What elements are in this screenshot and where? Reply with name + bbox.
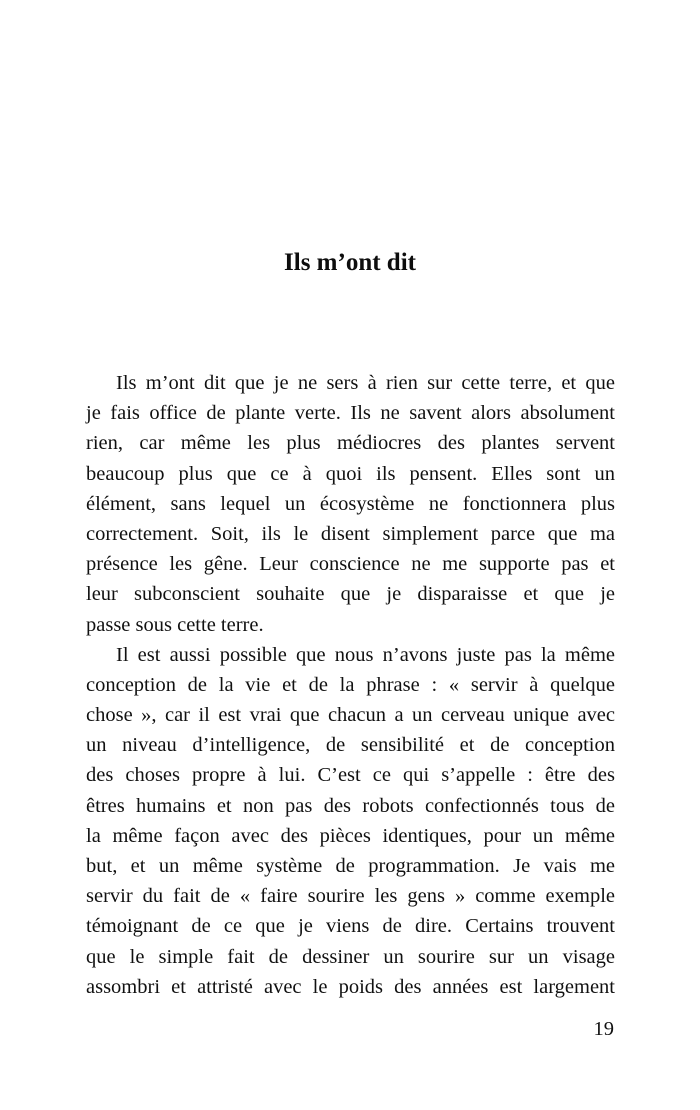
paragraph-2 bbox=[86, 640, 615, 1002]
text-line: conception de la vie et de la phrase : « servir à quelque bbox=[86, 673, 615, 696]
text-line: élément, sans lequel un écosystème ne fonctionnera plus bbox=[86, 492, 615, 515]
text-line: rien, car même les plus médiocres des plantes servent bbox=[86, 432, 615, 455]
text-line: Il est aussi possible que nous n’avons juste pas la même bbox=[116, 643, 615, 666]
text-line: êtres humains et non pas des robots confectionnés tous de bbox=[86, 794, 615, 817]
text-line: un niveau d’intelligence, de sensibilité et de conception bbox=[86, 734, 615, 757]
text-line: chose », car il est vrai que chacun a un cerveau unique avec bbox=[86, 704, 615, 727]
text-line: assombri et attristé avec le poids des années est largement bbox=[86, 975, 615, 998]
text-line: passe sous cette terre. bbox=[86, 613, 264, 636]
text-line: leur subconscient souhaite que je disparaisse et que je bbox=[86, 583, 615, 606]
body-text bbox=[86, 368, 615, 1002]
text-line: Ils m’ont dit que je ne sers à rien sur cette terre, et que bbox=[116, 372, 615, 394]
chapter-title: Ils m’ont dit bbox=[284, 249, 416, 276]
text-line: servir du fait de « faire sourire les gens » comme exemple bbox=[86, 885, 615, 908]
text-line: présence les gêne. Leur conscience ne me supporte pas et bbox=[86, 553, 615, 576]
text-line: des choses propre à lui. C’est ce qui s’appelle : être des bbox=[86, 764, 615, 787]
text-line: témoignant de ce que je viens de dire. Certains trouvent bbox=[86, 915, 615, 938]
text-line: la même façon avec des pièces identiques, pour un même bbox=[86, 824, 615, 847]
text-line: correctement. Soit, ils le disent simplement parce que ma bbox=[86, 522, 615, 545]
paragraph-1 bbox=[86, 368, 615, 640]
text-line: que le simple fait de dessiner un sourire sur un visage bbox=[86, 945, 615, 968]
page-number: 19 bbox=[593, 1018, 614, 1040]
text-line: but, et un même système de programmation. Je vais me bbox=[86, 855, 615, 877]
text-line: beaucoup plus que ce à quoi ils pensent. Elles sont un bbox=[86, 462, 615, 485]
text-line: je fais office de plante verte. Ils ne savent alors absolument bbox=[86, 402, 615, 425]
